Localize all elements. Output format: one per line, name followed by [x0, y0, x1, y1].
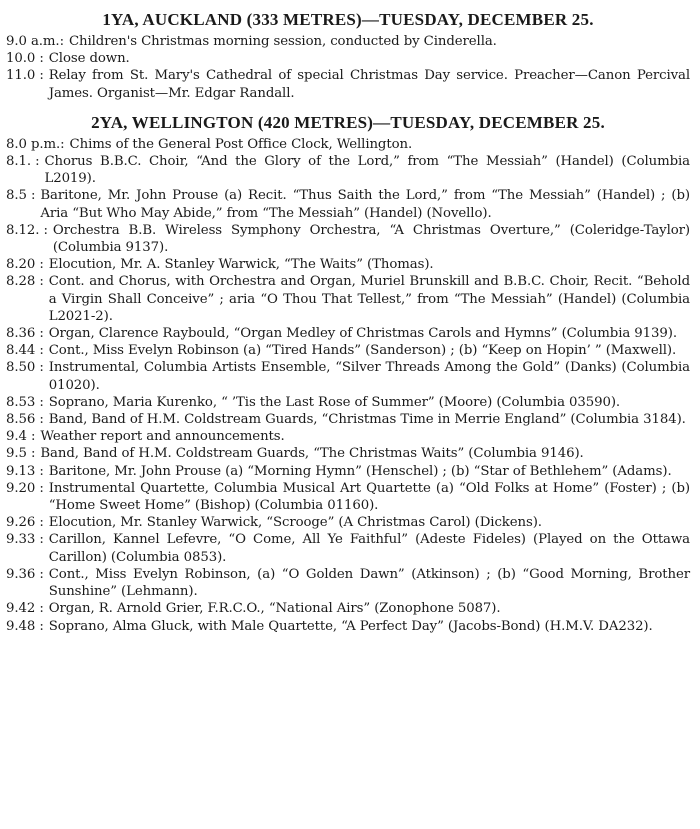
entry-text: Close down. [48, 51, 130, 67]
programme-entry [6, 618, 690, 635]
programme-entry [6, 480, 690, 514]
entry-time: 9.0 a.m.: [6, 34, 64, 49]
entry-text: Relay from St. Mary's Cathedral of special Christmas Day service. Preacher—Canon Percival James. Organist—Mr. Edgar Randall. [48, 68, 690, 101]
entry-text: Band, Band of H.M. Coldstream Guards, “Christmas Time in Merrie England” (Columbia 3184). [48, 412, 686, 428]
programme-entry [6, 33, 690, 50]
entry-text: Organ, Clarence Raybould, “Organ Medley of Christmas Carols and Hymns” (Columbia 9139). [48, 326, 677, 342]
entry-text: Elocution, Mr. Stanley Warwick, “Scrooge” (A Christmas Carol) (Dickens). [48, 515, 542, 531]
programme-entry [6, 394, 690, 411]
programme-list-auckland [6, 33, 690, 102]
programme-entry [6, 531, 690, 565]
programme-entry [6, 445, 690, 462]
entry-text: Chims of the General Post Office Clock, Wellington. [69, 136, 413, 152]
programme-entry [6, 136, 690, 153]
section-gap [6, 102, 690, 111]
programme-entry [6, 187, 690, 221]
entry-text: Soprano, Alma Gluck, with Male Quartette, “A Perfect Day” (Jacobs-Bond) (H.M.V. DA232). [48, 618, 653, 634]
programme-entry [6, 222, 690, 256]
programme-entry [6, 342, 690, 359]
programme-entry [6, 600, 690, 617]
entry-text: Cont., Miss Evelyn Robinson (a) “Tired Hands” (Sanderson) ; (b) “Keep on Hopin’ ” (Maxwell). [48, 343, 677, 359]
entry-text: Carillon, Kannel Lefevre, “O Come, All Ye Faithful” (Adeste Fideles) (Played on the Ottawa Carillon) (Columbia 0853). [48, 532, 690, 565]
entry-text: Organ, R. Arnold Grier, F.R.C.O., “National Airs” (Zonophone 5087). [48, 601, 501, 617]
entry-time: 8.0 p.m.: [6, 136, 65, 152]
programme-entry [6, 359, 690, 393]
programme-entry [6, 256, 690, 273]
entry-text: Elocution, Mr. A. Stanley Warwick, “The Waits” (Thomas). [48, 257, 434, 273]
entry-time: 8.36 : [6, 326, 44, 342]
entry-time: 8.56 : [6, 412, 44, 428]
programme-entry [6, 463, 690, 480]
programme-entry [6, 50, 690, 67]
entry-time: 10.0 : [6, 51, 44, 67]
programme-entry [6, 273, 690, 325]
entry-time: 8.44 : [6, 343, 44, 359]
section-heading-auckland: 1YA, AUCKLAND (333 METRES)—TUESDAY, DECEMBER 25. [102, 10, 594, 29]
entry-text: Baritone, Mr. John Prouse (a) Recit. “Thus Saith the Lord,” from “The Messiah” (Handel) ; (b) Aria “But Who May Abide,” from “The Messiah” (Handel) (Novello). [40, 188, 690, 221]
entry-text: Cont. and Chorus, with Orchestra and Organ, Muriel Brunskill and B.B.C. Choir, Recit. “Behold a Virgin Shall Conceive” ; aria “O Thou That Tellest,” from “The Messiah” (Handel) (Columbia L2021-2). [48, 274, 690, 324]
programme-entry [6, 67, 690, 101]
entry-text: Chorus B.B.C. Choir, “And the Glory of the Lord,” from “The Messiah” (Handel) (Columbia L2019). [44, 154, 690, 187]
programme-entry [6, 514, 690, 531]
entry-time: 9.33 : [6, 532, 44, 548]
entry-text: Band, Band of H.M. Coldstream Guards, “The Christmas Waits” (Columbia 9146). [40, 446, 584, 462]
programme-entry [6, 325, 690, 342]
entry-text: Children's Christmas morning session, conducted by Cinderella. [68, 34, 497, 49]
entry-text: Baritone, Mr. John Prouse (a) “Morning Hymn” (Henschel) ; (b) “Star of Bethlehem” (Adams). [48, 463, 672, 479]
entry-time: 8.5 : [6, 188, 36, 204]
programme-entry [6, 566, 690, 600]
programme-entry [6, 428, 690, 445]
entry-text: Instrumental, Columbia Artists Ensemble, “Silver Threads Among the Gold” (Danks) (Columbia 01020). [48, 360, 690, 393]
entry-text: Instrumental Quartette, Columbia Musical Art Quartette (a) “Old Folks at Home” (Foster) ; (b) “Home Sweet Home” (Bishop) (Columbia 01160). [48, 480, 690, 514]
entry-text: Weather report and announcements. [40, 429, 285, 445]
entry-time: 9.13 : [6, 463, 44, 479]
entry-time: 8.20 : [6, 257, 44, 273]
entry-time: 8.50 : [6, 360, 44, 376]
entry-time: 9.26 : [6, 515, 44, 531]
entry-text: Soprano, Maria Kurenko, “ ’Tis the Last Rose of Summer” (Moore) (Columbia 03590). [48, 394, 621, 410]
section-heading-wellington: 2YA, WELLINGTON (420 METRES)—TUESDAY, DECEMBER 25. [91, 112, 605, 132]
programme-entry [6, 153, 690, 187]
entry-time: 9.42 : [6, 601, 44, 617]
entry-time: 8.12. : [6, 222, 48, 238]
entry-text: Cont., Miss Evelyn Robinson, (a) “O Golden Dawn” (Atkinson) ; (b) “Good Morning, Brother Sunshine” (Lehmann). [48, 566, 690, 600]
entry-text: Orchestra B.B. Wireless Symphony Orchestra, “A Christmas Overture,” (Coleridge-Taylor) (Columbia 9137). [52, 222, 690, 256]
entry-time: 9.48 : [6, 618, 44, 634]
entry-time: 9.36 : [6, 566, 44, 582]
entry-time: 8.53 : [6, 394, 44, 410]
programme-entry [6, 411, 690, 428]
programme-list-wellington [6, 136, 690, 635]
entry-time: 9.20 : [6, 480, 44, 496]
entry-time: 9.4 : [6, 429, 36, 445]
entry-time: 8.28 : [6, 274, 44, 290]
entry-time: 11.0 : [6, 68, 44, 84]
entry-time: 9.5 : [6, 446, 36, 462]
entry-time: 8.1. : [6, 154, 40, 170]
